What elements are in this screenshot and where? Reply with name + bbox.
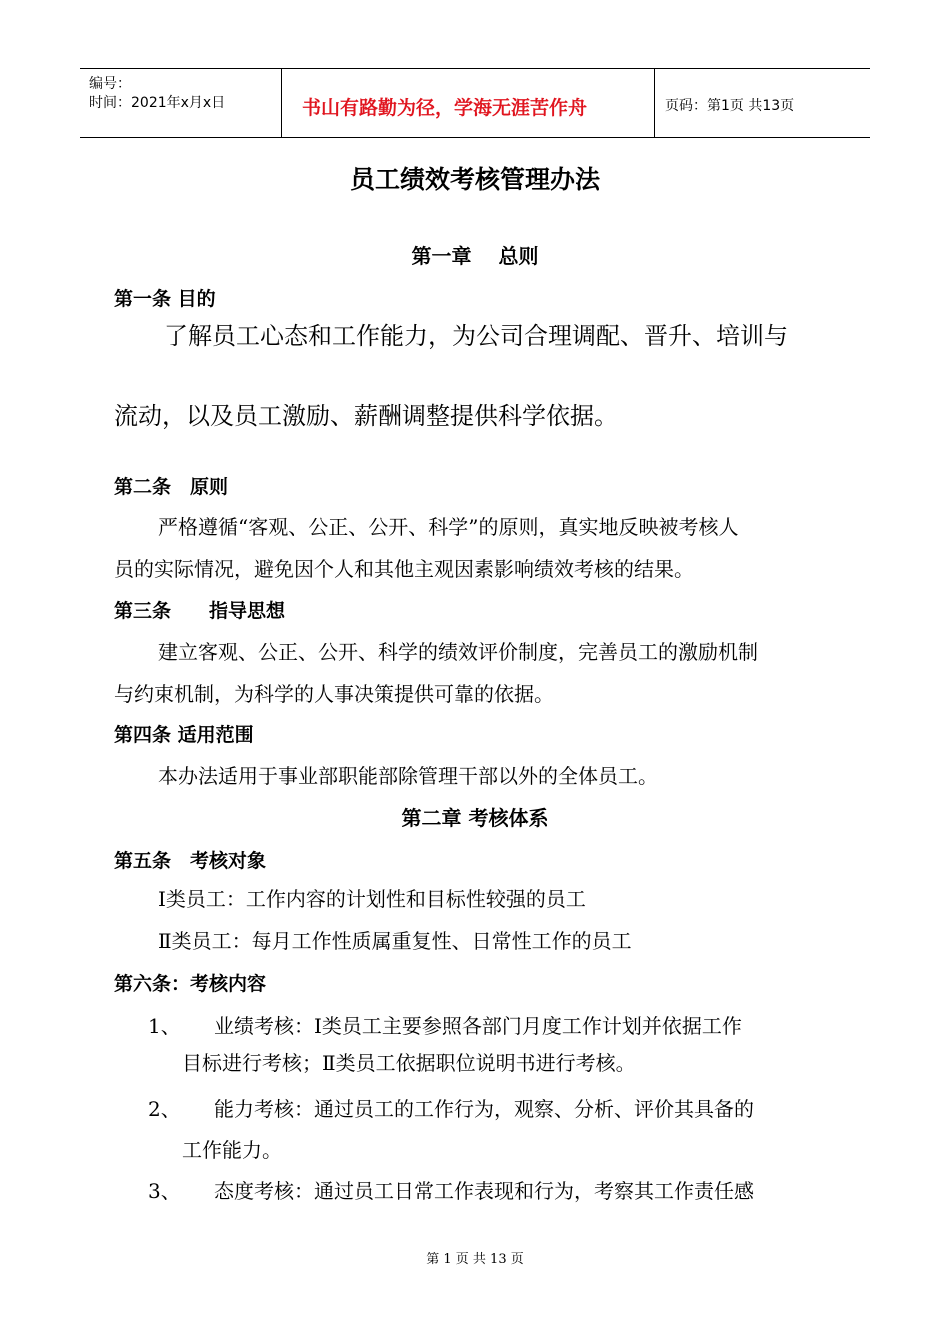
article-6-heading: 第六条：考核内容 xyxy=(114,973,267,995)
article-5-heading: 第五条 考核对象 xyxy=(114,850,267,872)
chapter-2-heading: 第二章 考核体系 xyxy=(401,806,549,830)
list-item-number: 2、 xyxy=(148,1097,181,1121)
article-2-heading: 第二条 原则 xyxy=(114,476,229,498)
document-title: 员工绩效考核管理办法 xyxy=(349,165,600,194)
list-item-line-1: 态度考核：通过员工日常工作表现和行为，考察其工作责任感 xyxy=(214,1179,754,1203)
article-4-heading: 第四条 适用范围 xyxy=(114,724,254,746)
document-number-label: 编号： xyxy=(89,76,131,92)
list-item-line-1: 能力考核：通过员工的工作行为，观察、分析、评价其具备的 xyxy=(214,1097,754,1121)
article-4-line-1: 本办法适用于事业部职能部除管理干部以外的全体员工。 xyxy=(158,764,658,788)
article-5-line-1: Ⅰ类员工：工作内容的计划性和目标性较强的员工 xyxy=(158,887,586,911)
header-motto-cell xyxy=(282,69,655,137)
document-time-label: 时间：2021年x月x日 xyxy=(89,95,226,111)
list-item-number: 1、 xyxy=(148,1014,181,1038)
article-2-line-1: 严格遵循“客观、公正、公开、科学”的原则，真实地反映被考核人 xyxy=(158,515,739,539)
list-item-line-2: 工作能力。 xyxy=(182,1138,282,1162)
list-item-line-2: 目标进行考核；Ⅱ类员工依据职位说明书进行考核。 xyxy=(182,1051,636,1075)
chapter-1-heading: 第一章 总则 xyxy=(411,244,539,268)
list-item-number: 3、 xyxy=(148,1179,181,1203)
article-1-line-1: 了解员工心态和工作能力，为公司合理调配、晋升、培训与 xyxy=(164,322,788,350)
article-3-line-1: 建立客观、公正、公开、科学的绩效评价制度，完善员工的激励机制 xyxy=(158,640,758,664)
article-1-heading: 第一条 目的 xyxy=(114,288,216,310)
article-5-line-2: Ⅱ类员工：每月工作性质属重复性、日常性工作的员工 xyxy=(158,929,632,953)
header-table xyxy=(80,68,870,138)
article-3-heading: 第三条 指导思想 xyxy=(114,600,286,622)
header-motto: 书山有路勤为径，学海无涯苦作舟 xyxy=(302,97,588,119)
header-info-cell xyxy=(80,69,282,137)
header-page-cell xyxy=(655,69,870,137)
list-item-line-1: 业绩考核：Ⅰ类员工主要参照各部门月度工作计划并依据工作 xyxy=(214,1014,742,1038)
article-1-line-2: 流动，以及员工激励、薪酬调整提供科学依据。 xyxy=(114,402,618,430)
article-3-line-2: 与约束机制，为科学的人事决策提供可靠的依据。 xyxy=(114,682,554,706)
article-2-line-2: 员的实际情况，避免因个人和其他主观因素影响绩效考核的结果。 xyxy=(114,557,694,581)
header-page-info: 页码：第1页 共13页 xyxy=(665,98,795,114)
page-footer: 第 1 页 共 13 页 xyxy=(426,1252,524,1267)
